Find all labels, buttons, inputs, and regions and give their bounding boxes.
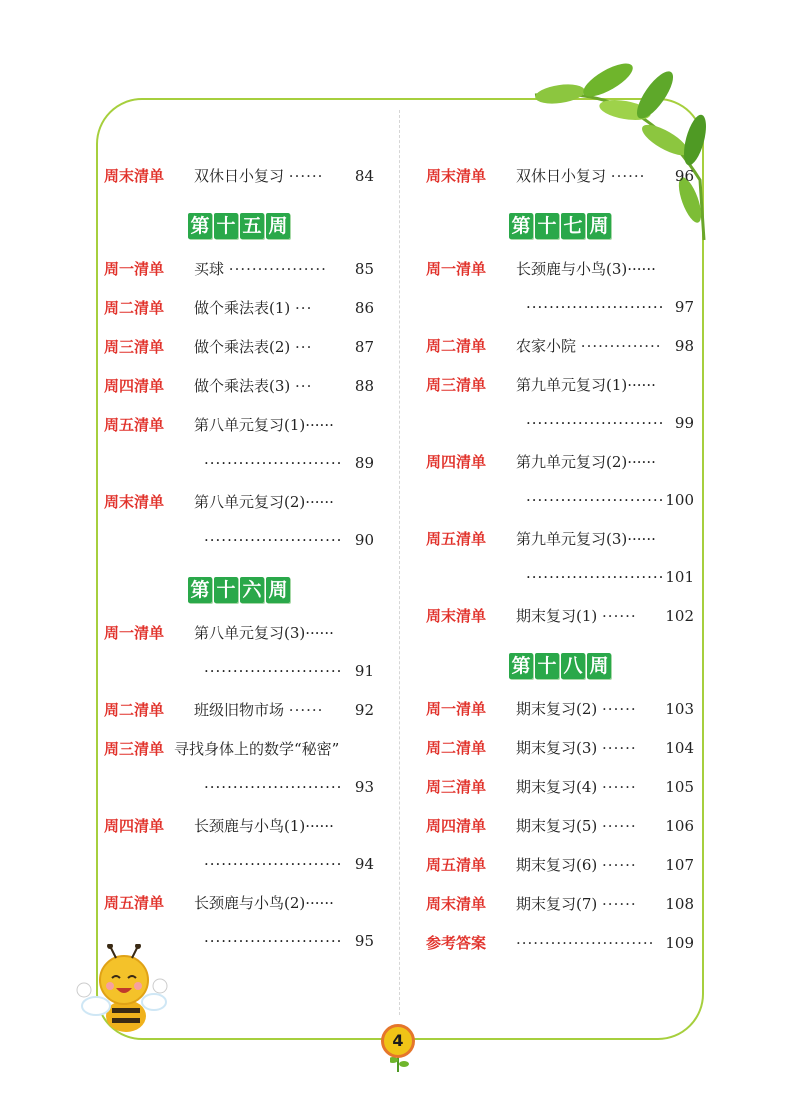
entry-title: 第九单元复习(2)······ bbox=[516, 453, 656, 471]
leader-dots: ······ bbox=[602, 778, 637, 796]
toc-entry[interactable] bbox=[426, 732, 694, 771]
toc-entry[interactable] bbox=[426, 810, 694, 849]
toc-entry[interactable] bbox=[104, 292, 374, 331]
entry-tag: 周五清单 bbox=[426, 530, 487, 548]
toc-entry[interactable] bbox=[426, 771, 694, 810]
week-char: 六 bbox=[240, 577, 264, 603]
entry-page: 93 bbox=[354, 778, 374, 796]
toc-entry[interactable] bbox=[104, 331, 374, 370]
entry-tag: 周一清单 bbox=[426, 700, 487, 718]
entry-title: 双休日小复习 bbox=[516, 167, 607, 185]
entry-page: 100 bbox=[665, 491, 694, 509]
entry-tag: 周末清单 bbox=[426, 167, 487, 185]
entry-tag: 周末清单 bbox=[426, 607, 487, 625]
leader-dots: ······ bbox=[288, 167, 324, 185]
leader-dots: ························ bbox=[204, 932, 343, 950]
entry-page: 98 bbox=[674, 337, 694, 355]
entry-title: 第八单元复习(2)······ bbox=[194, 493, 334, 511]
entry-title: 农家小院 bbox=[516, 337, 577, 355]
entry-title: 长颈鹿与小鸟(3)······ bbox=[516, 260, 656, 278]
entry-title: 期末复习(5) bbox=[516, 817, 598, 835]
week-char: 第 bbox=[188, 213, 212, 239]
week-char: 十 bbox=[535, 213, 559, 239]
entry-tag: 周二清单 bbox=[104, 701, 165, 719]
entry-title: 买球 bbox=[194, 260, 225, 278]
leader-dots: ·············· bbox=[580, 337, 662, 355]
entry-title: 期末复习(3) bbox=[516, 739, 598, 757]
entry-title: 做个乘法表(2) bbox=[194, 338, 291, 356]
week-char: 八 bbox=[561, 653, 585, 679]
entry-tag: 周四清单 bbox=[104, 817, 165, 835]
entry-page: 101 bbox=[665, 568, 694, 586]
toc-entry[interactable] bbox=[426, 600, 694, 639]
entry-tag: 周末清单 bbox=[104, 167, 165, 185]
entry-tag: 周二清单 bbox=[426, 739, 487, 757]
entry-page: 97 bbox=[674, 298, 694, 316]
leader-dots: ······ bbox=[602, 856, 637, 874]
leader-dots: ························ bbox=[204, 855, 343, 873]
leader-dots: ······ bbox=[602, 739, 637, 757]
leader-dots: ······ bbox=[602, 700, 637, 718]
toc-entry[interactable] bbox=[426, 369, 694, 446]
left-column bbox=[104, 160, 374, 964]
entry-tag: 周三清单 bbox=[426, 376, 487, 394]
toc-entry[interactable] bbox=[104, 486, 374, 563]
week-heading-15 bbox=[104, 199, 374, 253]
entry-tag: 周三清单 bbox=[104, 740, 165, 758]
entry-page: 86 bbox=[354, 299, 374, 317]
toc-entry[interactable] bbox=[426, 693, 694, 732]
entry-page: 108 bbox=[665, 895, 694, 913]
entry-page: 95 bbox=[354, 932, 374, 950]
entry-page: 99 bbox=[674, 414, 694, 432]
entry-tag: 周一清单 bbox=[104, 624, 165, 642]
toc-entry[interactable] bbox=[426, 330, 694, 369]
toc-entry[interactable] bbox=[104, 409, 374, 486]
leader-dots: ························ bbox=[526, 414, 664, 432]
toc-entry[interactable] bbox=[104, 617, 374, 694]
leader-dots: ························ bbox=[526, 491, 664, 509]
entry-page: 91 bbox=[354, 662, 374, 680]
week-char: 第 bbox=[188, 577, 212, 603]
entry-page: 92 bbox=[354, 701, 374, 719]
entry-page: 94 bbox=[354, 855, 374, 873]
toc-entry[interactable] bbox=[426, 888, 694, 927]
entry-title: 寻找身体上的数学“秘密” bbox=[174, 740, 340, 758]
entry-page: 107 bbox=[665, 856, 694, 874]
entry-tag: 周四清单 bbox=[426, 817, 487, 835]
week-char: 周 bbox=[587, 653, 611, 679]
leader-dots: ······ bbox=[602, 895, 637, 913]
page-number-badge: 4 bbox=[381, 1024, 415, 1058]
entry-title: 期末复习(4) bbox=[516, 778, 598, 796]
entry-page: 89 bbox=[354, 454, 374, 472]
toc-entry[interactable] bbox=[426, 523, 694, 600]
entry-page: 103 bbox=[665, 700, 694, 718]
toc-entry[interactable] bbox=[426, 446, 694, 523]
entry-tag: 周三清单 bbox=[426, 778, 487, 796]
entry-tag: 周三清单 bbox=[104, 338, 165, 356]
toc-entry[interactable] bbox=[104, 694, 374, 733]
entry-tag: 周五清单 bbox=[426, 856, 487, 874]
toc-entry[interactable] bbox=[104, 370, 374, 409]
week-heading-17 bbox=[426, 199, 694, 253]
entry-page: 109 bbox=[665, 934, 694, 952]
entry-title: 第九单元复习(3)······ bbox=[516, 530, 656, 548]
leader-dots: ··· bbox=[295, 338, 313, 356]
leader-dots: ························ bbox=[516, 934, 655, 952]
entry-title: 长颈鹿与小鸟(2)······ bbox=[194, 894, 334, 912]
entry-page: 90 bbox=[354, 531, 374, 549]
entry-title: 第八单元复习(3)······ bbox=[194, 624, 334, 642]
entry-page: 105 bbox=[665, 778, 694, 796]
entry-title: 第八单元复习(1)······ bbox=[194, 416, 334, 434]
entry-title: 期末复习(1) bbox=[516, 607, 598, 625]
toc-entry[interactable] bbox=[104, 810, 374, 887]
entry-tag: 周末清单 bbox=[426, 895, 487, 913]
week-char: 周 bbox=[587, 213, 611, 239]
entry-tag: 周五清单 bbox=[104, 894, 165, 912]
entry-title: 班级旧物市场 bbox=[194, 701, 285, 719]
leader-dots: ··· bbox=[295, 299, 313, 317]
week-char: 第 bbox=[509, 213, 533, 239]
leader-dots: ······ bbox=[602, 817, 637, 835]
week-char: 十 bbox=[214, 213, 238, 239]
week-char: 周 bbox=[266, 213, 290, 239]
entry-title: 做个乘法表(3) bbox=[194, 377, 291, 395]
entry-page: 84 bbox=[354, 167, 374, 185]
leader-dots: ························ bbox=[526, 298, 664, 316]
toc-entry-answers[interactable] bbox=[426, 927, 694, 966]
week-heading-16 bbox=[104, 563, 374, 617]
entry-title: 双休日小复习 bbox=[194, 167, 285, 185]
week-char: 十 bbox=[214, 577, 238, 603]
leader-dots: ··· bbox=[295, 377, 313, 395]
leader-dots: ························ bbox=[204, 454, 343, 472]
column-divider bbox=[399, 110, 400, 1015]
entry-tag: 周一清单 bbox=[426, 260, 487, 278]
entry-title: 第九单元复习(1)······ bbox=[516, 376, 656, 394]
entry-page: 102 bbox=[665, 607, 694, 625]
week-char: 七 bbox=[561, 213, 585, 239]
entry-tag: 周二清单 bbox=[104, 299, 165, 317]
week-char: 十 bbox=[535, 653, 559, 679]
entry-tag: 周末清单 bbox=[104, 493, 165, 511]
week-char: 周 bbox=[266, 577, 290, 603]
toc-entry[interactable] bbox=[104, 160, 374, 199]
entry-tag: 周四清单 bbox=[104, 377, 165, 395]
leader-dots: ······ bbox=[610, 167, 646, 185]
entry-title: 期末复习(7) bbox=[516, 895, 598, 913]
entry-page: 88 bbox=[354, 377, 374, 395]
toc-entry[interactable] bbox=[426, 253, 694, 330]
entry-page: 104 bbox=[665, 739, 694, 757]
leader-dots: ······ bbox=[602, 607, 637, 625]
entry-tag: 周四清单 bbox=[426, 453, 487, 471]
toc-entry[interactable] bbox=[426, 849, 694, 888]
bee-mascot-illustration bbox=[68, 944, 168, 1039]
entry-title: 长颈鹿与小鸟(1)······ bbox=[194, 817, 334, 835]
entry-page: 87 bbox=[354, 338, 374, 356]
toc-entry[interactable] bbox=[104, 733, 374, 810]
leader-dots: ······ bbox=[288, 701, 324, 719]
week-char: 五 bbox=[240, 213, 264, 239]
leader-dots: ························ bbox=[526, 568, 664, 586]
week-heading-18 bbox=[426, 639, 694, 693]
entry-page: 85 bbox=[354, 260, 374, 278]
entry-tag: 周二清单 bbox=[426, 337, 487, 355]
entry-page: 96 bbox=[674, 167, 694, 185]
toc-entry[interactable] bbox=[104, 253, 374, 292]
toc-entry[interactable] bbox=[426, 160, 694, 199]
entry-tag: 周五清单 bbox=[104, 416, 165, 434]
leader-dots: ························ bbox=[204, 778, 343, 796]
entry-tag: 周一清单 bbox=[104, 260, 165, 278]
leader-dots: ················· bbox=[228, 260, 327, 278]
leader-dots: ························ bbox=[204, 662, 343, 680]
week-char: 第 bbox=[509, 653, 533, 679]
entry-page: 106 bbox=[665, 817, 694, 835]
answers-label: 参考答案 bbox=[426, 934, 487, 952]
entry-title: 期末复习(6) bbox=[516, 856, 598, 874]
entry-title: 期末复习(2) bbox=[516, 700, 598, 718]
entry-title: 做个乘法表(1) bbox=[194, 299, 291, 317]
right-column bbox=[426, 160, 694, 966]
leader-dots: ························ bbox=[204, 531, 343, 549]
